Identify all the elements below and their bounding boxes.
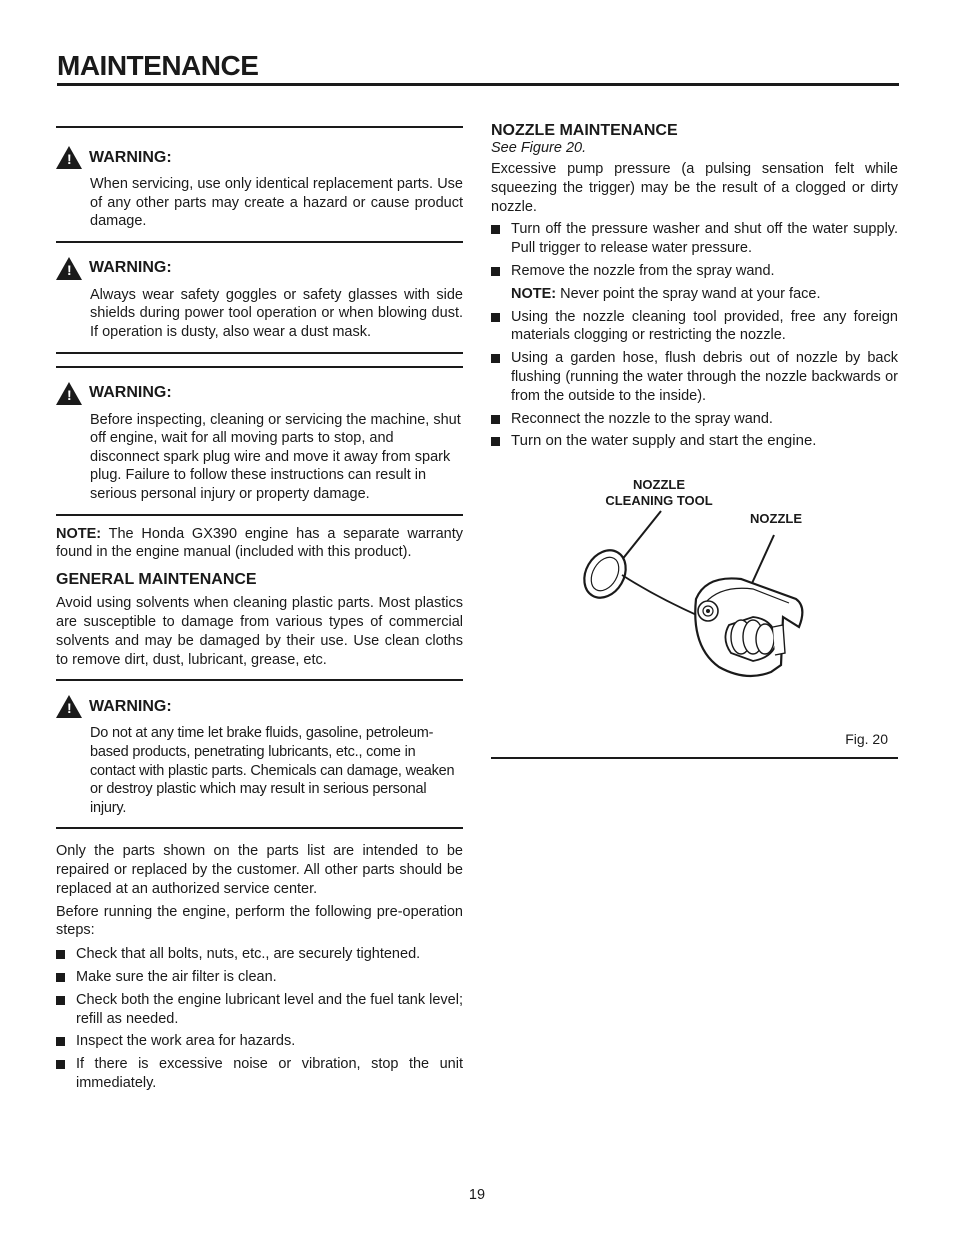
nozzle-intro-text: Excessive pump pressure (a pulsing sensation felt while squeezing the trigger) may be the result of a clogged or dirty nozzle. — [491, 161, 898, 215]
warning-label: WARNING: — [89, 259, 172, 277]
warning-box-plastic-parts — [56, 679, 463, 829]
list-item: Using the nozzle cleaning tool provided, free any foreign materials clogging or restricting the nozzle. — [491, 308, 898, 346]
list-item: Remove the nozzle from the spray wand. — [491, 262, 898, 281]
figure-bottom-rule — [491, 757, 898, 759]
warning-icon: ! — [56, 146, 82, 169]
cleaning-tool-wire — [622, 575, 701, 617]
page-number: 19 — [468, 1187, 486, 1203]
nozzle-steps-list-continued — [491, 308, 898, 452]
warning-icon: ! — [56, 695, 82, 718]
warning-icon: ! — [56, 257, 82, 280]
warning-box-replacement-parts — [56, 126, 463, 243]
note-label: NOTE: — [511, 285, 557, 302]
pre-operation-list — [56, 945, 463, 1093]
warning-header — [56, 382, 463, 405]
warning-header — [56, 695, 463, 718]
list-item: Turn off the pressure washer and shut off the water supply. Pull trigger to release water pressure. — [491, 220, 898, 258]
note-label: NOTE: — [56, 525, 102, 542]
warning-box-safety-goggles — [56, 241, 463, 354]
list-item: Make sure the air filter is clean. — [56, 968, 463, 987]
left-column — [56, 126, 463, 1097]
figure-caption: Fig. 20 — [845, 731, 888, 748]
warning-text: Before inspecting, cleaning or servicing the machine, shut off engine, wait for all moving parts to stop, and disconnect spark plug wire and move it away from spark plug. Failure to follow these instructions can result in serious personal injury or property damage. — [90, 411, 461, 502]
list-item: If there is excessive noise or vibration, stop the unit immediately. — [56, 1055, 463, 1093]
list-item: Check both the engine lubricant level and the fuel tank level; refill as needed. — [56, 991, 463, 1029]
warning-header — [56, 257, 463, 280]
warning-text: Do not at any time let brake fluids, gasoline, petroleum-based products, penetrating lubricants, etc., come in contact with plastic parts. Chemicals can damage, weaken or destroy plastic which may result in serious personal injury. — [90, 725, 455, 816]
nozzle-illustration — [491, 467, 898, 717]
list-item: Using a garden hose, flush debris out of nozzle by back flushing (running the water through the nozzle backwards or from the outside to the inside). — [491, 349, 898, 405]
see-figure-reference: See Figure 20. — [491, 140, 587, 156]
list-item: Reconnect the nozzle to the spray wand. — [491, 410, 898, 429]
warning-text: When servicing, use only identical replacement parts. Use of any other parts may create a hazard or cause product damage. — [90, 176, 463, 230]
general-maintenance-heading: GENERAL MAINTENANCE — [56, 571, 257, 589]
pre-operation-intro: Before running the engine, perform the following pre-operation steps: — [56, 903, 463, 939]
list-item: Check that all bolts, nuts, etc., are securely tightened. — [56, 945, 463, 964]
nozzle-maintenance-heading: NOZZLE MAINTENANCE — [491, 122, 678, 139]
list-item: Inspect the work area for hazards. — [56, 1032, 463, 1051]
warning-label: WARNING: — [89, 697, 172, 715]
engine-warranty-note — [56, 525, 463, 563]
nozzle-steps-list — [491, 220, 898, 280]
label-nozzle-cleaning-tool: NOZZLE CLEANING TOOL — [605, 477, 713, 509]
list-item: Turn on the water supply and start the engine. — [491, 432, 898, 451]
page-title: MAINTENANCE — [57, 50, 259, 81]
warning-icon: ! — [56, 382, 82, 405]
note-text: Never point the spray wand at your face. — [556, 285, 821, 302]
warning-label: WARNING: — [89, 384, 172, 402]
warning-box-shut-off-engine — [56, 366, 463, 516]
warning-header — [56, 146, 463, 169]
spray-wand-note — [511, 285, 898, 304]
label-nozzle: NOZZLE — [750, 511, 802, 527]
parts-replacement-text: Only the parts shown on the parts list are intended to be repaired or replaced by the customer. All other parts should be replaced at an authorized service center. — [56, 843, 463, 897]
warning-label: WARNING: — [89, 148, 172, 166]
note-text: The Honda GX390 engine has a separate warranty found in the engine manual (included with this product). — [56, 525, 463, 561]
right-column — [491, 122, 898, 759]
title-rule — [57, 83, 899, 86]
leader-line-tool — [621, 511, 661, 561]
figure-20 — [491, 467, 898, 757]
warning-text: Always wear safety goggles or safety glasses with side shields during power tool operation or when blowing dust. If operation is dusty, also wear a dust mask. — [90, 286, 463, 340]
general-maintenance-text: Avoid using solvents when cleaning plastic parts. Most plastics are susceptible to damage from various types of commercial solvents and may be damaged by their use. Use clean cloths to remove dirt, dust, lubricant, grease, etc. — [56, 595, 463, 668]
